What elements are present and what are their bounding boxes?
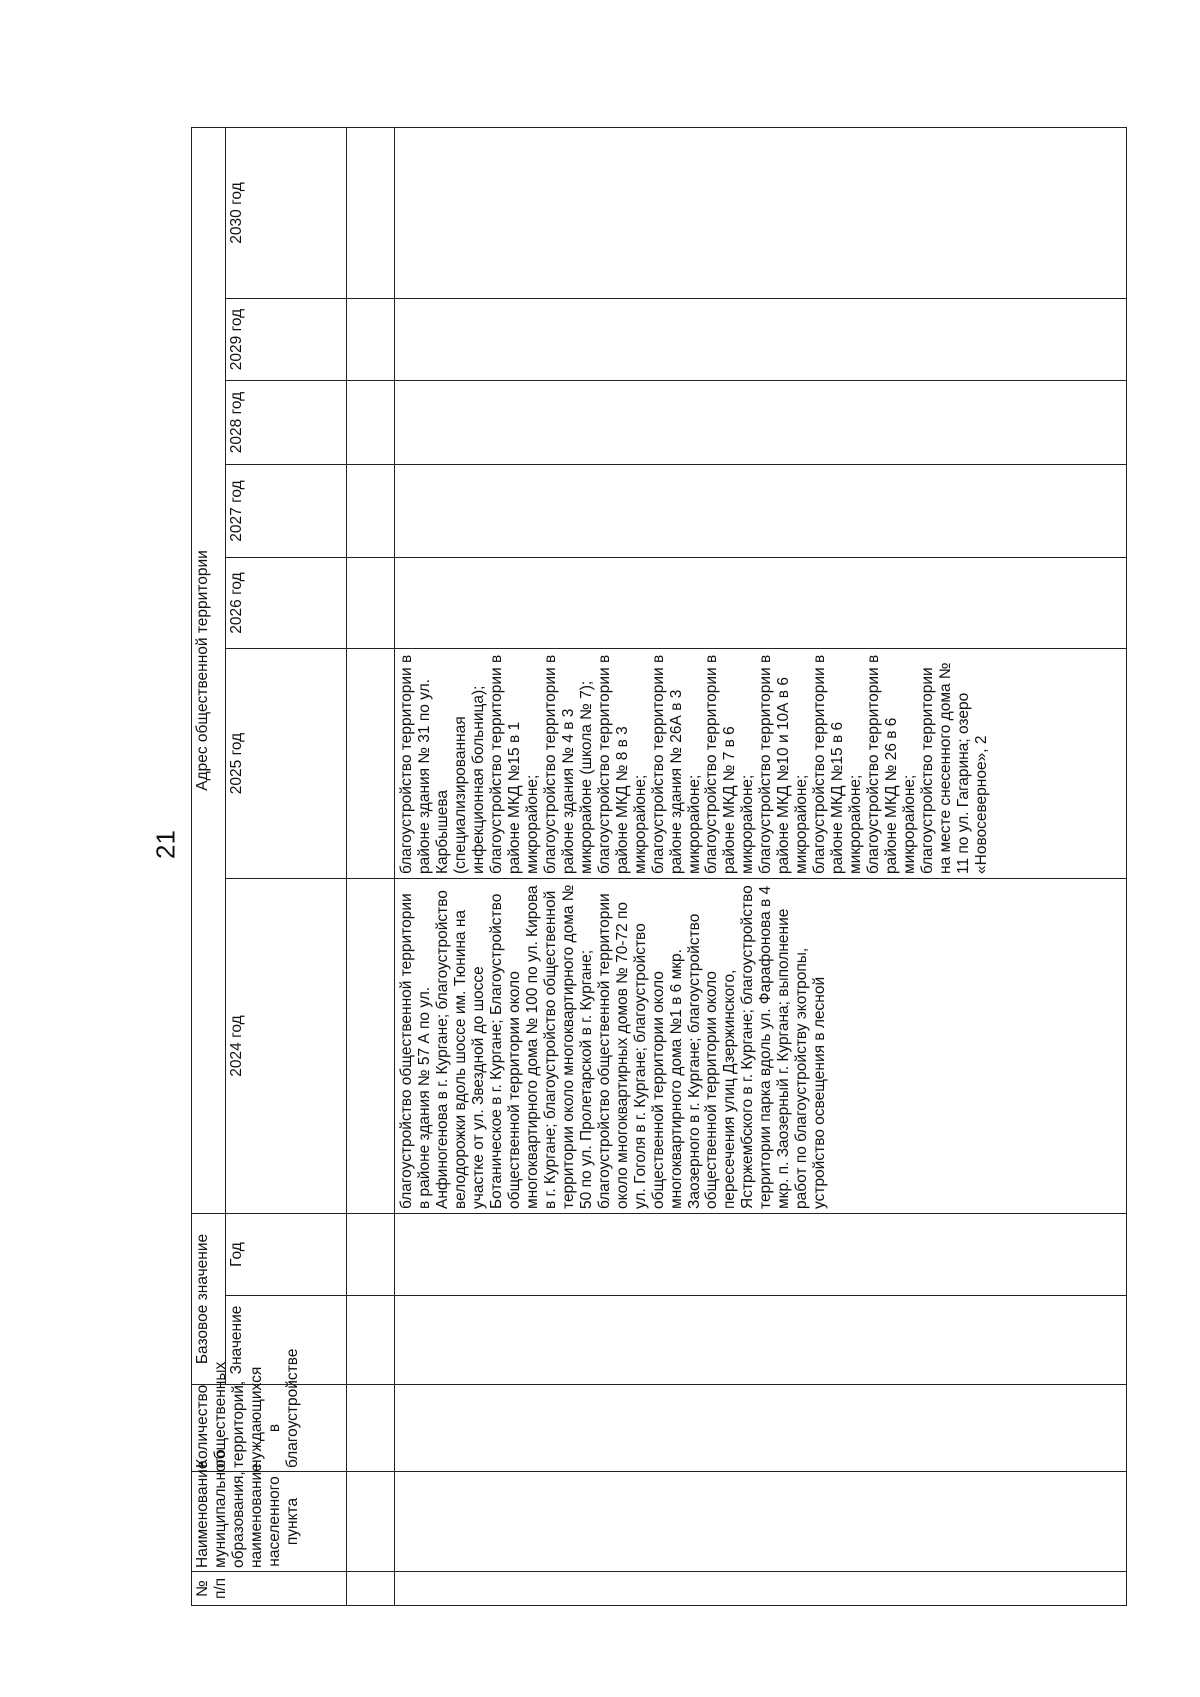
cell-count	[395, 1385, 1127, 1472]
cell-base-value	[395, 1296, 1127, 1385]
rotated-table-sheet	[191, 128, 1127, 1606]
page-number: 21	[150, 830, 181, 859]
cell-num	[395, 1572, 1127, 1606]
cell-base-year	[395, 1213, 1127, 1295]
header-year-2029: 2029 год	[226, 298, 347, 380]
header-base-value: Базовое значение	[192, 1213, 226, 1384]
cell-2030	[395, 127, 1127, 298]
header-year-2028: 2028 год	[226, 380, 347, 464]
header-year-2030: 2030 год	[226, 127, 347, 298]
cell-2028	[395, 380, 1127, 464]
header-address: Адрес общественной территории	[192, 127, 226, 1213]
cell-municipality	[395, 1472, 1127, 1572]
header-count: Количество общественных территорий, нуждающихся в благоустройстве	[192, 1385, 347, 1472]
header-municipality: Наименование муниципального образования, наименование населенного пункта	[192, 1472, 347, 1572]
header-year-2024: 2024 год	[226, 878, 347, 1213]
table-row	[395, 127, 1127, 1605]
public-territories-table	[191, 127, 1127, 1606]
header-base-value-year: Год	[226, 1213, 347, 1295]
header-base-value-value: Значение	[226, 1296, 347, 1385]
cell-2026	[395, 557, 1127, 648]
header-year-2026: 2026 год	[226, 557, 347, 648]
header-year-2025: 2025 год	[226, 648, 347, 878]
table-row-blank	[347, 127, 395, 1605]
cell-2029	[395, 298, 1127, 380]
cell-2027	[395, 464, 1127, 557]
cell-2024: благоустройство общественной территории в районе здания № 57 А по ул. Анфиногенова в г. Кургане; благоустройство велодорожки вдоль шоссе им. Тюнина на участке от ул. Звездной до шоссе Ботаническое в г. Кургане; Благоустройство общественной территории около многоквартирного дома № 100 по ул. Кирова в г. Кургане; благоустройство общественной территории около многоквартирного дома № 50 по ул. Пролетарской в г. Кургане; благоустройство общественной территории около многоквартирных домов № 70-72 по ул. Гоголя в г. Кургане; благоустройство общественной территории около многоквартирного дома №1 в 6 мкр. Заозерного в г. Кургане; благоустройство общественной территории около пересечения улиц Дзержинского, Ястржембского в г. Кургане; благоустройство территории парка вдоль ул. Фарафонова в 4 мкр. п. Заозерный г. Кургана; выполнение работ по благоустройству экотропы, устройство освещения в лесной	[395, 878, 1127, 1213]
header-row-main	[192, 127, 226, 1605]
header-year-2027: 2027 год	[226, 464, 347, 557]
header-num: № п/п	[192, 1572, 347, 1606]
cell-2025: благоустройство территории в районе здания № 31 по ул. Карбышева (специализированная инфекционная больница); благоустройство территории в районе МКД №15 в 1 микрорайоне; благоустройство территории в районе здания № 4 в 3 микрорайоне (школа № 7); благоустройство территории в районе МКД № 8 в 3 микрорайоне; благоустройство территории в районе здания № 26А в 3 микрорайоне; благоустройство территории в районе МКД № 7 в 6 микрорайоне; благоустройство территории в районе МКД №10 и 10А в 6 микрорайоне; благоустройство территории в районе МКД №15 в 6 микрорайоне; благоустройство территории в районе МКД № 26 в 6 микрорайоне; благоустройство территории на месте снесенного дома № 11 по ул. Гагарина; озеро «Новосеверное», 2	[395, 648, 1127, 878]
